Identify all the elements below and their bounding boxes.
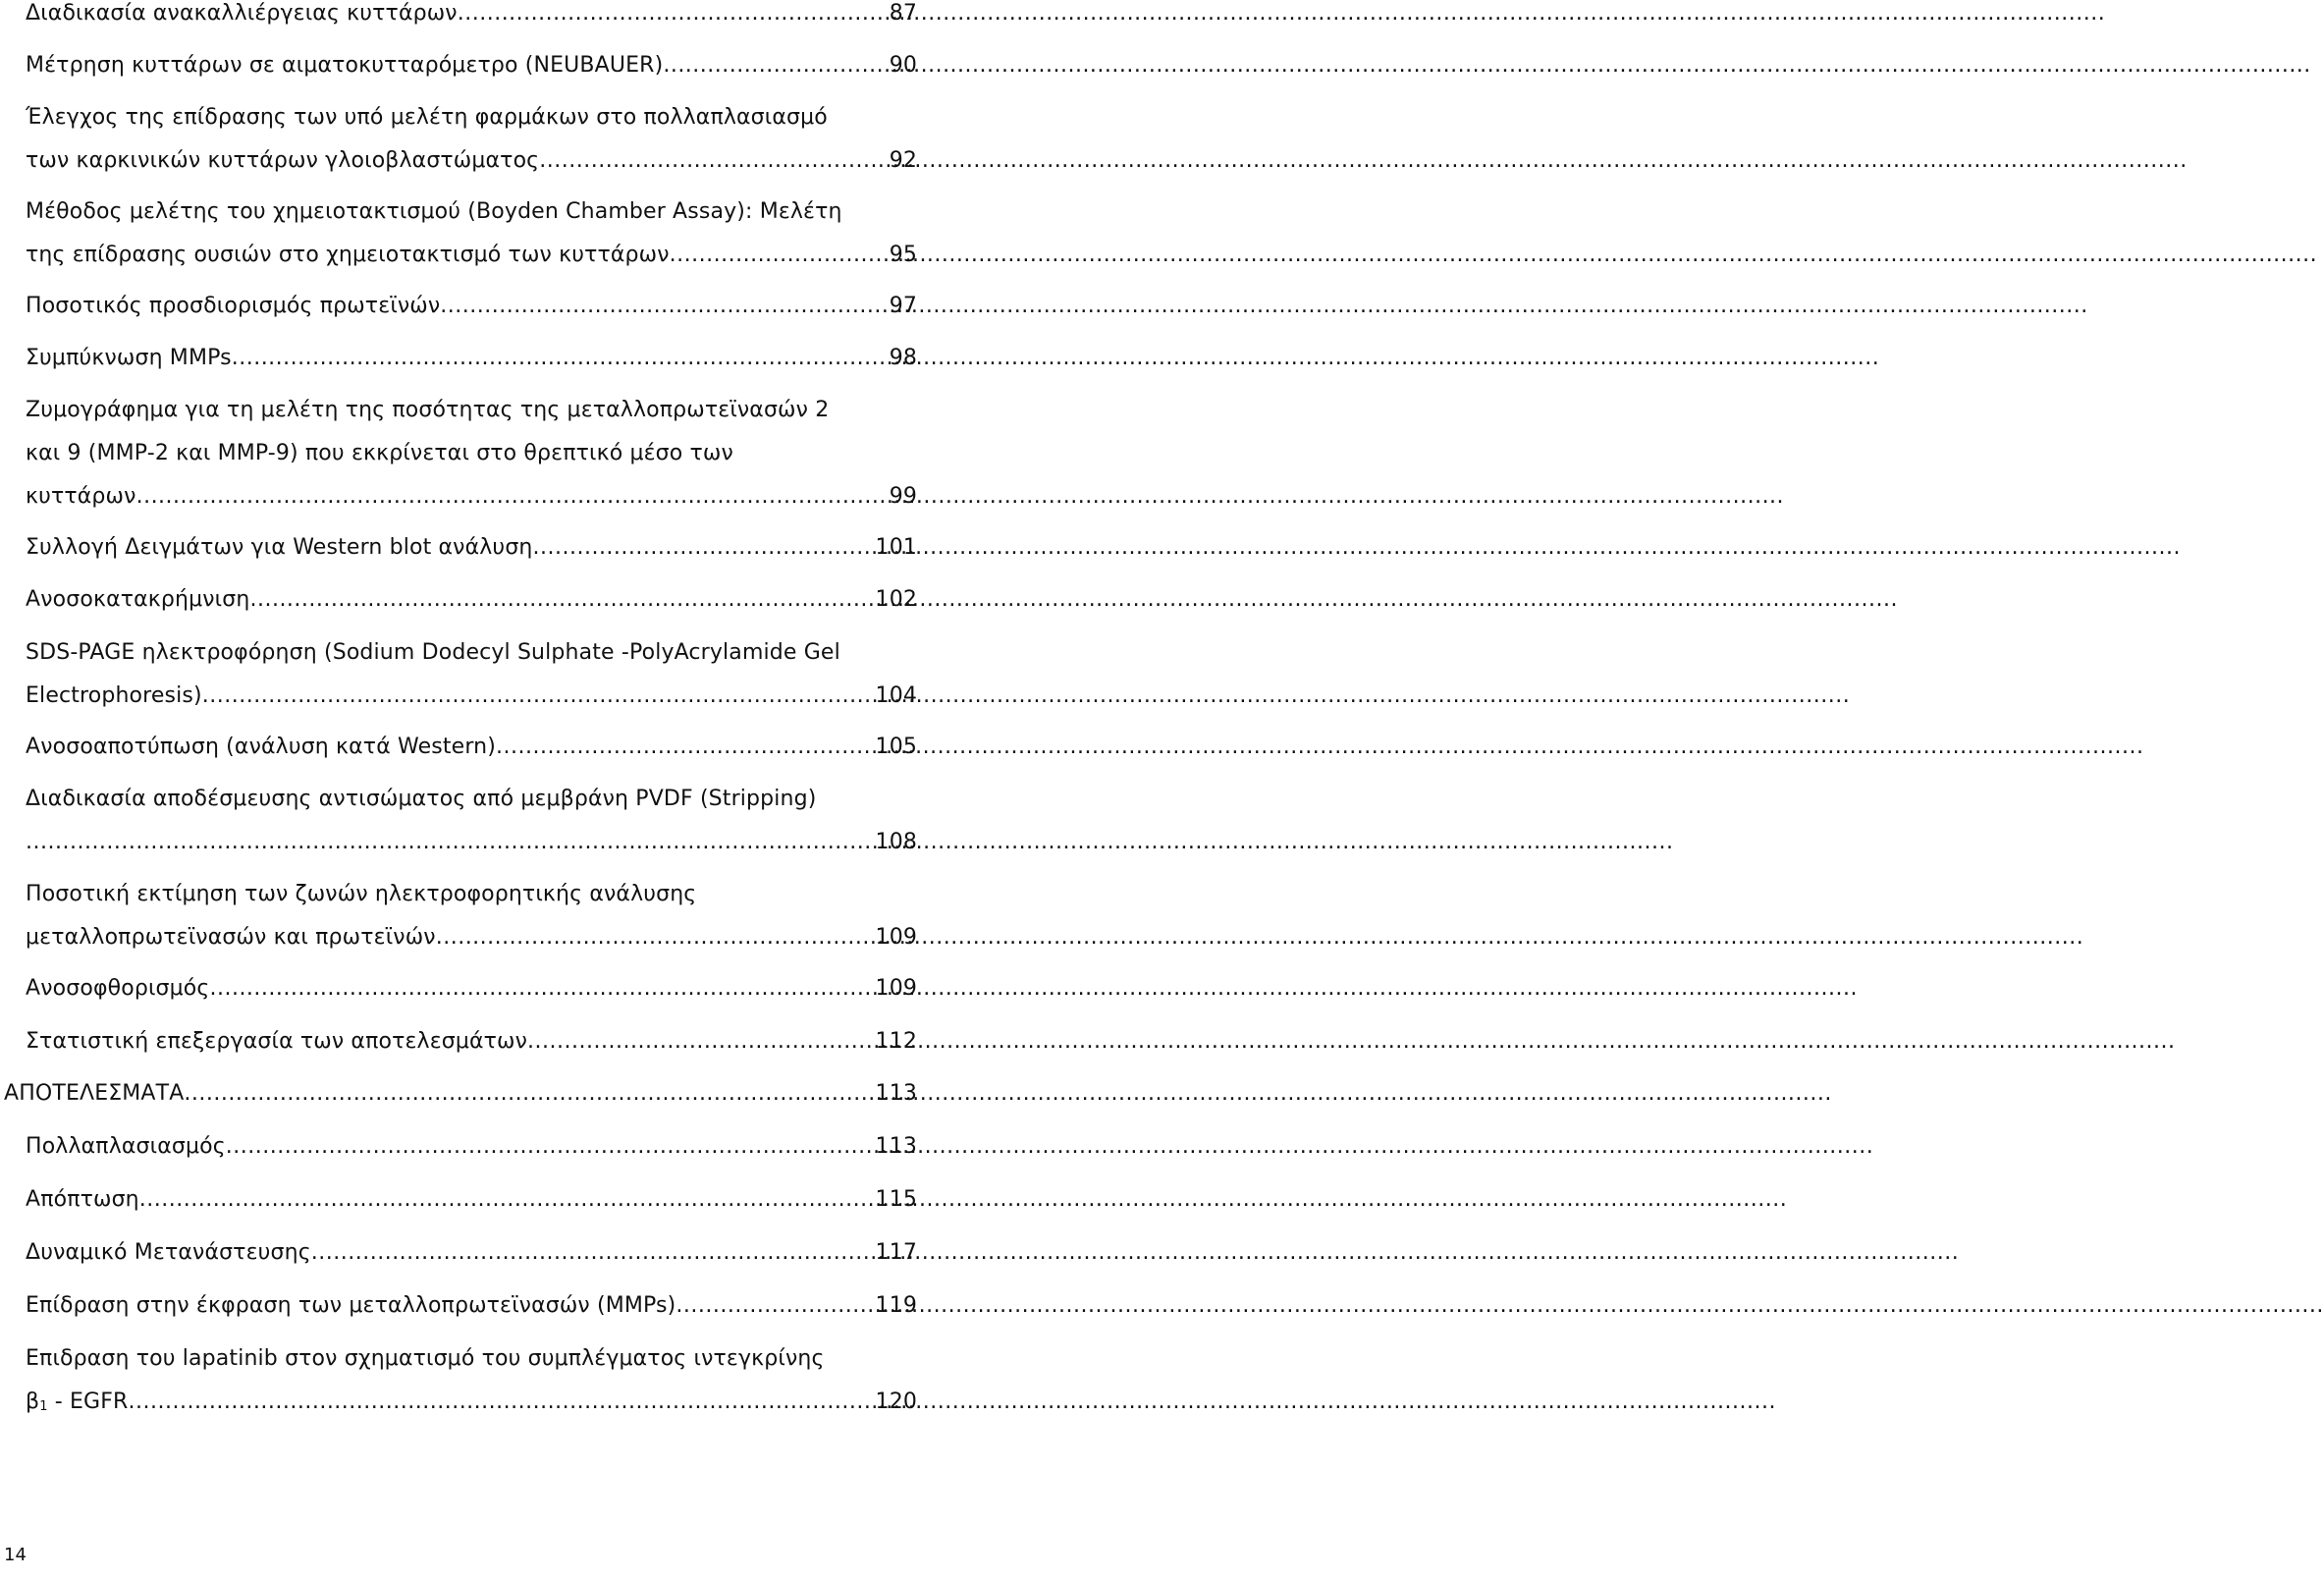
toc-entry-title-line: SDS-PAGE ηλεκτροφόρηση (Sodium Dodecyl Sulphate -PolyAcrylamide Gel <box>26 640 840 665</box>
toc-leader-dots <box>136 475 884 518</box>
toc-entry <box>26 1337 917 1429</box>
toc-entry <box>26 1020 917 1063</box>
toc-entry-title: Δυναμικό Μετανάστευσης <box>26 1240 311 1265</box>
toc-entry-title: Διαδικασία ανακαλλιέργειας κυττάρων <box>26 1 458 26</box>
toc-page-number: 101 <box>875 535 917 560</box>
toc-entry <box>26 285 917 328</box>
toc-page-number: 87 <box>889 1 917 26</box>
toc-entry <box>26 578 917 622</box>
toc-entry <box>26 778 917 864</box>
toc-entry <box>26 726 917 769</box>
toc-leader-dots <box>139 1178 870 1222</box>
toc-entry-title: Στατιστική επεξεργασία των αποτελεσμάτων <box>26 1029 528 1054</box>
toc-page-number: 109 <box>875 925 917 950</box>
toc-leader-dots <box>440 285 883 328</box>
toc-page-number: 113 <box>875 1134 917 1159</box>
toc-page-number: 102 <box>875 587 917 612</box>
toc-page-number: 105 <box>875 735 917 759</box>
toc-entry-title-text: β <box>26 1389 40 1414</box>
toc-leader-dots <box>676 1284 869 1328</box>
toc-entry <box>26 1178 917 1222</box>
toc-entry-title: Συλλογή Δειγμάτων για Western blot ανάλυση <box>26 535 533 560</box>
toc-entry-title: Πολλαπλασιασμός <box>26 1134 226 1159</box>
toc-entry-title: της επίδρασης ουσιών στο χημειοτακτισμό των κυττάρων <box>26 243 670 267</box>
toc-leader-dots <box>226 1125 870 1169</box>
toc-page-number: 113 <box>875 1081 917 1106</box>
toc-entry-title: Επίδραση στην έκφραση των μεταλλοπρωτεϊνασών (MMPs) <box>26 1293 676 1318</box>
toc-entry <box>26 873 917 959</box>
toc-page-number: 112 <box>875 1029 917 1054</box>
toc-entry-title-line: Διαδικασία αποδέσμευσης αντισώματος από μεμβράνη PVDF (Stripping) <box>26 787 817 811</box>
toc-page-number: 120 <box>875 1389 917 1414</box>
subscript: 1 <box>39 1399 48 1414</box>
toc-entry-title <box>26 1381 129 1429</box>
toc-entry-title: Ανοσοαποτύπωση (ανάλυση κατά Western) <box>26 735 497 759</box>
toc-entry-title: Ανοσοκατακρήμνιση <box>26 587 250 612</box>
toc-leader-dots <box>26 821 870 864</box>
toc-entry-title-line: Έλεγχος της επίδρασης των υπό μελέτη φαρμάκων στο πολλαπλασιασμό <box>26 105 828 130</box>
toc-entry-title: Ποσοτικός προσδιορισμός πρωτεϊνών <box>26 294 441 318</box>
toc-entry <box>26 1231 917 1275</box>
toc-entry-title: μεταλλοπρωτεϊνασών και πρωτεϊνών <box>26 925 436 950</box>
toc-entry <box>26 526 917 570</box>
toc-entry-title-line: Ποσοτική εκτίμηση των ζωνών ηλεκτροφορητικής ανάλυσης <box>26 882 697 906</box>
toc-entry <box>26 1125 917 1169</box>
toc-page-number: 98 <box>889 346 917 370</box>
toc-leader-dots <box>184 1072 869 1116</box>
toc-entry <box>26 389 917 518</box>
toc-leader-dots <box>202 675 870 718</box>
toc-leader-dots <box>533 526 870 570</box>
toc-leader-dots <box>458 0 884 35</box>
toc-page-number: 90 <box>889 53 917 78</box>
toc-entry <box>26 191 917 277</box>
toc-entry <box>26 967 917 1010</box>
toc-entry-title-line: Ζυμογράφημα για τη μελέτη της ποσότητας της μεταλλοπρωτεϊνασών 2 <box>26 398 830 422</box>
toc-page-number: 108 <box>875 830 917 854</box>
toc-entry-title-line: και 9 (MMP-2 και MMP-9) που εκκρίνεται στο θρεπτικό μέσο των <box>26 441 733 465</box>
toc-page-number: 92 <box>889 148 917 173</box>
toc-entry-title: Μέτρηση κυττάρων σε αιματοκυτταρόμετρο (NEUBAUER) <box>26 53 664 78</box>
toc-page-number: 109 <box>875 976 917 1001</box>
toc-entry-title-line: Μέθοδος μελέτης του χημειοτακτισμού (Boyden Chamber Assay): Μελέτη <box>26 199 842 224</box>
toc-leader-dots <box>663 44 883 87</box>
toc-entry <box>26 44 917 87</box>
toc-page-number: 95 <box>889 243 917 267</box>
toc-entry <box>26 631 917 718</box>
toc-entry-chapter <box>4 1072 917 1116</box>
page-number: 14 <box>4 1545 27 1565</box>
toc-leader-dots <box>311 1231 870 1275</box>
toc-leader-dots <box>436 916 870 959</box>
toc-leader-dots <box>670 234 884 277</box>
toc-leader-dots <box>232 337 884 380</box>
toc-page-number: 104 <box>875 683 917 708</box>
toc-entry <box>26 96 917 183</box>
toc-entry-title-line: Επιδραση του lapatinib στον σχηματισμό του συμπλέγματος ιντεγκρίνης <box>26 1346 825 1371</box>
toc-page-number: 97 <box>889 294 917 318</box>
toc-entry-title: των καρκινικών κυττάρων γλοιοβλαστώματος <box>26 148 540 173</box>
toc-leader-dots <box>527 1020 870 1063</box>
toc-entry-title: κυττάρων <box>26 484 136 509</box>
toc-entry <box>26 1284 917 1328</box>
toc-leader-dots <box>496 726 870 769</box>
toc-page-number: 117 <box>875 1240 917 1265</box>
toc-page-number: 119 <box>875 1293 917 1318</box>
toc-leader-dots <box>129 1381 870 1424</box>
toc-entry <box>26 337 917 380</box>
toc-entry <box>26 0 917 35</box>
toc-entry-title: ΑΠΟΤΕΛΕΣΜΑΤΑ <box>4 1081 185 1106</box>
toc-leader-dots <box>539 139 883 183</box>
toc-entry-title: Συμπύκνωση MMPs <box>26 346 232 370</box>
toc-page-number: 115 <box>875 1187 917 1212</box>
toc-entry-title: Ανοσοφθορισμός <box>26 976 210 1001</box>
toc-entry-title-tail: - EGFR <box>47 1389 129 1414</box>
toc-entry-title: Electrophoresis) <box>26 683 202 708</box>
toc-entry-title: Απόπτωση <box>26 1187 139 1212</box>
toc-leader-dots <box>249 578 869 622</box>
toc-leader-dots <box>209 967 869 1010</box>
toc-page-number: 99 <box>889 484 917 509</box>
